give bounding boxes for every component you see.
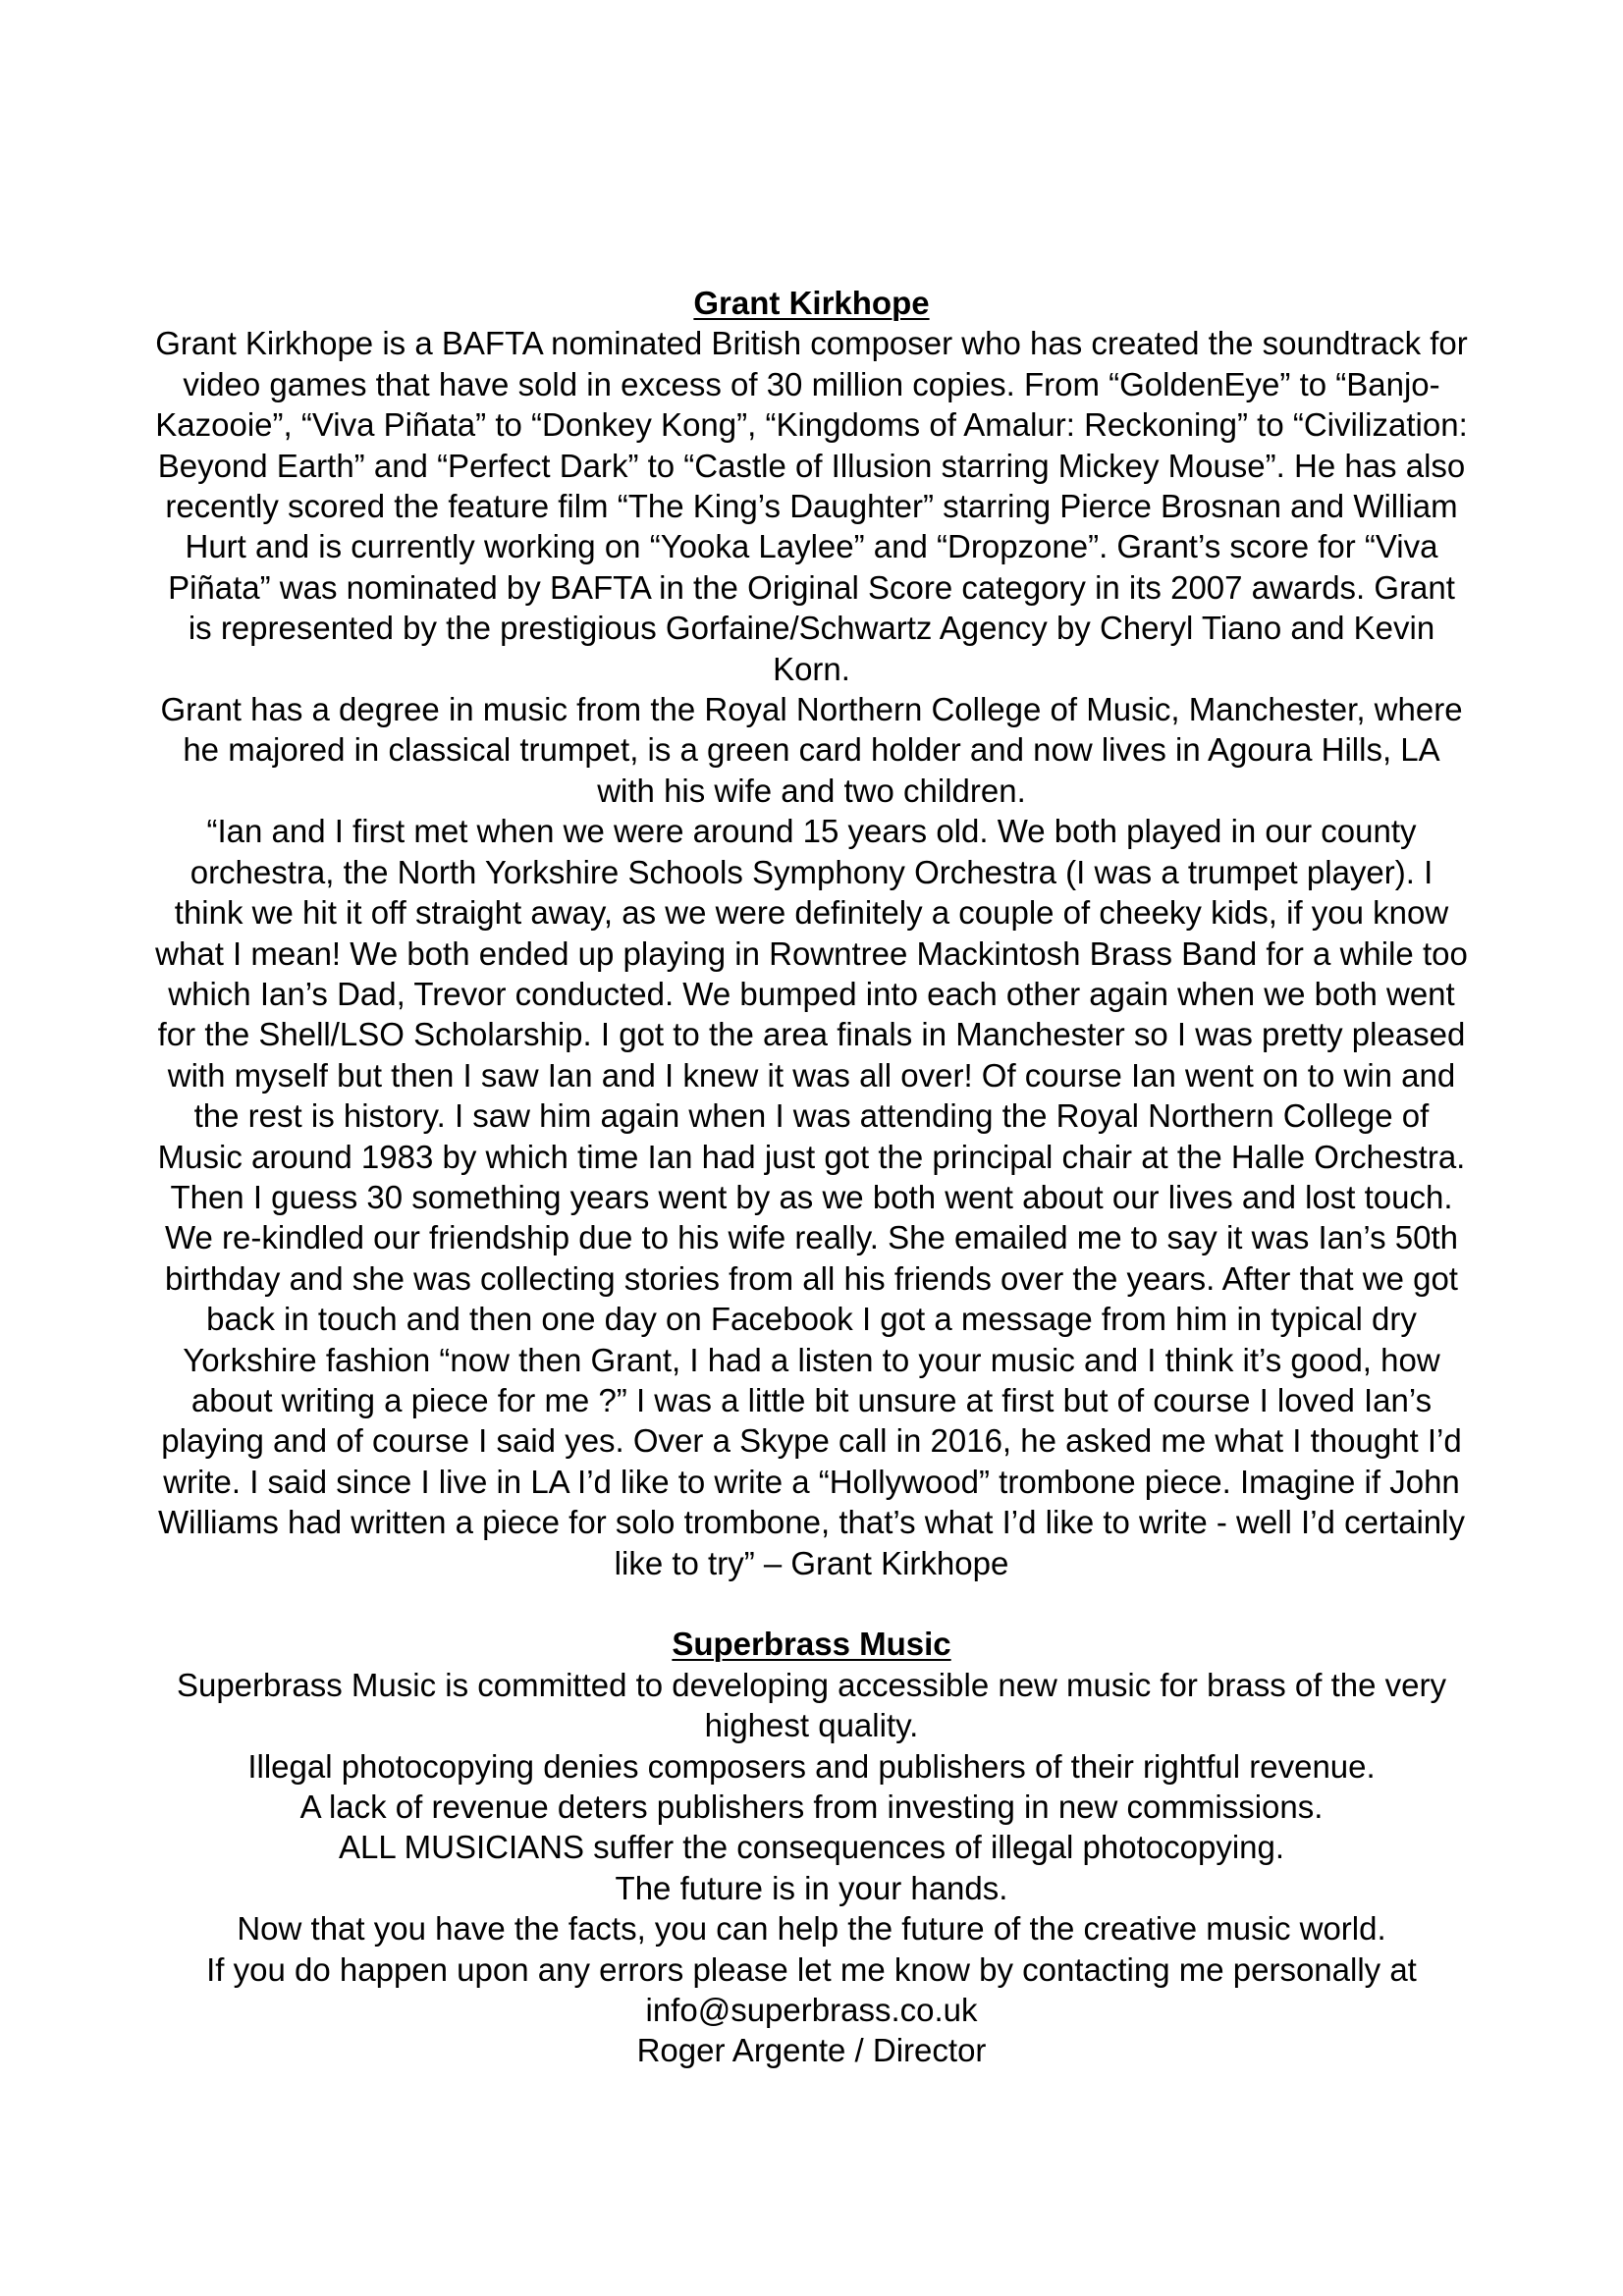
notice-line: Now that you have the facts, you can help the future of the creative music world.	[237, 1910, 1386, 1948]
publisher-section	[154, 1624, 1470, 2070]
notice-line: ALL MUSICIANS suffer the consequences of illegal photocopying.	[338, 1829, 1285, 1866]
composer-section	[154, 283, 1470, 1583]
notice-line: A lack of revenue deters publishers from investing in new commissions.	[299, 1789, 1324, 1826]
notice-line: The future is in your hands.	[615, 1869, 1008, 1906]
publisher-heading: Superbrass Music	[672, 1626, 951, 1663]
composer-quote: “Ian and I first met when we were around 15 years old. We both played in our county orchestra, the North Yorkshire Schools Symphony Orchestra (I was a trumpet player). I think we hit it off straight away, as we were definitely a couple of cheeky kids, if you know what I mean! We both ended up playing in Rowntree Mackintosh Brass Band for a while too which Ian’s Dad, Trevor conducted. We bumped into each other again when we both went for the Shell/LSO Scholarship. I got to the area finals in Manchester so I was pretty pleased with myself but then I saw Ian and I knew it was all over! Of course Ian went on to win and the rest is history. I saw him again when I was attending the Royal Northern College of Music around 1983 by which time Ian had just got the principal chair at the Halle Orchestra. Then I guess 30 something years went by as we both went about our lives and lost touch. We re-kindled our friendship due to his wife really. She emailed me to say it was Ian’s 50th birthday and she was collecting stories from all his friends over the years. After that we got back in touch and then one day on Facebook I got a message from him in typical dry Yorkshire fashion “now then Grant, I had a listen to your music and I think it’s good, how about writing a piece for me ?” I was a little bit unsure at first but of course I loved Ian’s playing and of course I said yes. Over a Skype call in 2016, he asked me what I thought I’d write. I said since I live in LA I’d like to write a “Hollywood” trombone piece. Imagine if John Williams had written a piece for solo trombone, that’s what I’d like to write - well I’d certainly like to try” – Grant Kirkhope	[155, 813, 1468, 1581]
notice-line: Illegal photocopying denies composers and publishers of their rightful revenue.	[247, 1747, 1376, 1785]
composer-education: Grant has a degree in music from the Royal Northern College of Music, Manchester, where he majored in classical trumpet, is a green card holder and now lives in Agoura Hills, LA with his wife and two children.	[160, 691, 1463, 809]
contact-text: If you do happen upon any errors please let me know by contacting me personally at info@superbrass.co.uk	[206, 1950, 1417, 2029]
composer-bio: Grant Kirkhope is a BAFTA nominated British composer who has created the soundtrack for video games that have sold in excess of 30 million copies. From “GoldenEye” to “Banjo-Kazooie”, “Viva Piñata” to “Donkey Kong”, “Kingdoms of Amalur: Reckoning” to “Civilization: Beyond Earth” and “Perfect Dark” to “Castle of Illusion starring Mickey Mouse”. He has also recently scored the feature film “The King’s Daughter” starring Pierce Brosnan and William Hurt and is currently working on “Yooka Laylee” and “Dropzone”. Grant’s score for “Viva Piñata” was nominated by BAFTA in the Original Score category in its 2007 awards. Grant is represented by the prestigious Gorfaine/Schwartz Agency by Cheryl Tiano and Kevin Korn.	[155, 325, 1468, 687]
section-spacer	[154, 1583, 1470, 1624]
page-content	[154, 283, 1470, 2071]
composer-heading: Grant Kirkhope	[693, 285, 930, 321]
signature: Roger Argente / Director	[636, 2032, 987, 2069]
publisher-mission: Superbrass Music is committed to developing accessible new music for brass of the very highest quality.	[176, 1666, 1447, 1744]
